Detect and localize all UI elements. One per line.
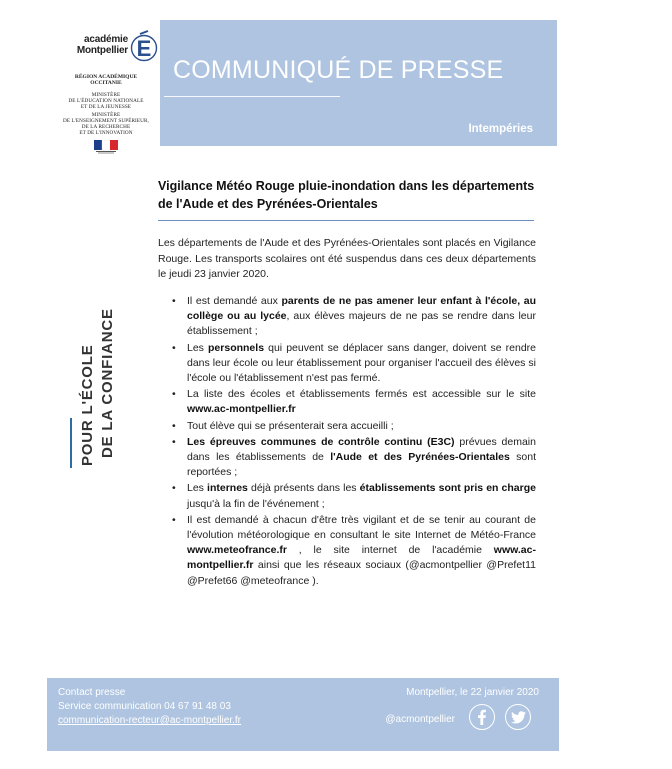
emphasis-text: établissements sont pris en charge (359, 482, 536, 495)
body-text: Les (187, 341, 209, 354)
logo-e-icon (130, 30, 158, 66)
body-text: sont reportées ; (187, 451, 536, 479)
bullet-icon: • (172, 513, 176, 526)
body-text: jusqu'à la fin de l'événement ; (187, 497, 325, 510)
emphasis-text: Les épreuves communes de contrôle continu (E3C) (187, 435, 455, 448)
list-item-text (187, 342, 536, 384)
list-item (172, 513, 536, 589)
twitter-handle: @acmontpellier (385, 714, 455, 725)
body-text: , aux élèves majeurs de ne pas se rendre dans leur établissement ; (187, 310, 536, 338)
emphasis-text: www.ac-montpellier.fr (187, 544, 536, 572)
list-item (172, 294, 536, 340)
logo-ministry-line: DE LA RECHERCHE (81, 124, 131, 130)
svg-text:E: E (136, 36, 152, 61)
bullet-icon: • (172, 341, 176, 354)
list-item-text (187, 436, 536, 478)
list-item (172, 341, 536, 387)
vertical-slogan (68, 270, 138, 470)
body-text: La liste des écoles et établissements fermés est accessible sur le site (187, 388, 536, 401)
twitter-icon (511, 711, 526, 724)
category-label: Intempéries (468, 123, 533, 135)
slogan-line-1: POUR L'ÉCOLE (79, 344, 96, 466)
list-item-text (187, 295, 536, 337)
headline: Vigilance Météo Rouge pluie-inondation dans les départements de l'Aude et des Pyrénées-Orientales (158, 179, 535, 211)
facebook-icon (475, 709, 489, 725)
logo-ministry-line: DE L'ÉDUCATION NATIONALE (68, 98, 144, 104)
body-text: Il est demandé aux (187, 295, 282, 307)
list-item (172, 435, 536, 481)
body-text: ainsi que les réseaux sociaux (@acmontpellier @Prefet11 @Prefet66 @meteofrance ). (187, 559, 536, 587)
list-item (172, 419, 536, 434)
list-item (172, 481, 536, 511)
contact-email-link[interactable]: communication-recteur@ac-montpellier.fr (58, 715, 241, 726)
header-banner (160, 20, 557, 146)
instructions-list (172, 294, 536, 590)
bullet-icon: • (172, 388, 176, 401)
banner-divider (164, 96, 340, 97)
logo-ministry-line: ET DE L'INNOVATION (79, 130, 133, 136)
list-item-text (187, 482, 536, 509)
logo-wordmark (70, 32, 156, 68)
logo-montpellier-text: Montpellier (76, 45, 128, 56)
intro-paragraph: Les départements de l'Aude et des Pyrénées-Orientales sont placés en Vigilance Rouge. Les transports scolaires ont été suspendus dans ces deux départements le jeudi 23 janvier 2020. (158, 237, 536, 280)
academy-logo (56, 26, 156, 154)
contact-title: Contact presse (58, 687, 126, 698)
logo-region-line: RÉGION ACADÉMIQUE (74, 74, 138, 80)
slogan-text (78, 266, 148, 466)
emphasis-text: personnels (208, 341, 265, 354)
logo-ministry-research (56, 112, 156, 136)
list-item (172, 387, 536, 417)
body-text: qui peuvent se déplacer sans danger, doivent se rendre dans leur école ou leur établissement pour organiser l'accueil des élèves si l'école ou l'établissement n'est pas fermé. (187, 341, 536, 385)
bullet-icon: • (172, 419, 176, 432)
contact-service: Service communication 04 67 91 48 03 (58, 701, 231, 712)
emphasis-text: l'Aude et des Pyrénées-Orientales (330, 451, 510, 464)
footer (47, 678, 559, 751)
body-text: Les (187, 482, 208, 495)
slogan-accent-bar (70, 418, 72, 468)
french-republic-flag-icon (94, 140, 118, 154)
bullet-icon: • (172, 295, 176, 307)
slogan-line-2: DE LA CONFIANCE (99, 308, 116, 458)
press-date: Montpellier, le 22 janvier 2020 (406, 687, 539, 698)
logo-region (56, 74, 156, 86)
body-text: déjà présents dans les (247, 482, 360, 495)
headline-divider (158, 220, 534, 221)
emphasis-text: www.meteofrance.fr (187, 544, 287, 557)
list-item-text (187, 388, 536, 415)
emphasis-text: parents de ne pas amener leur enfant à l'école, au collège ou au lycée (187, 295, 536, 323)
body-text: , le site internet de l'académie (286, 544, 494, 557)
logo-region-line: OCCITANIE (90, 80, 122, 86)
body-text: Tout élève qui se présenterait sera accueilli ; (187, 419, 394, 432)
twitter-button[interactable] (505, 704, 531, 730)
body-text: Il est demandé à chacun d'être très vigilant et de se tenir au courant de l'évolution météorologique en consultant le site Internet de Météo-France (187, 513, 536, 542)
list-item-text (187, 514, 536, 587)
page-title: COMMUNIQUÉ DE PRESSE (173, 56, 504, 84)
logo-ministry-line: MINISTÈRE (91, 92, 121, 98)
list-item-text (187, 420, 394, 432)
emphasis-text: internes (207, 482, 248, 495)
bullet-icon: • (172, 435, 176, 448)
body-text: prévues demain dans les établissements de (187, 435, 536, 464)
bullet-icon: • (172, 482, 176, 495)
logo-ministry-line: ET DE LA JEUNESSE (80, 104, 132, 110)
facebook-button[interactable] (469, 704, 495, 730)
logo-ministry-line: MINISTÈRE (91, 112, 121, 118)
logo-ministry-line: DE L'ENSEIGNEMENT SUPÉRIEUR, (63, 118, 149, 124)
logo-ministry-education (56, 92, 156, 110)
logo-academie-text: académie (84, 34, 128, 45)
emphasis-text: www.ac-montpellier.fr (187, 403, 296, 416)
